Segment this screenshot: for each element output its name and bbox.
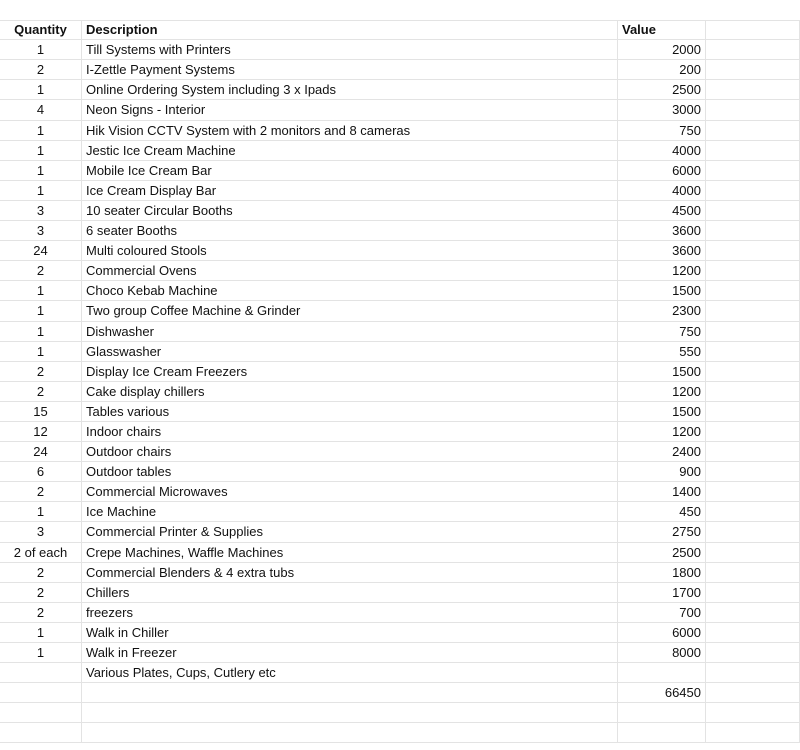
description-cell[interactable]: 10 seater Circular Booths xyxy=(82,201,618,221)
quantity-cell[interactable]: 1 xyxy=(0,301,82,321)
description-cell[interactable]: Ice Cream Display Bar xyxy=(82,181,618,201)
empty-row[interactable] xyxy=(0,0,800,21)
quantity-cell[interactable]: 2 xyxy=(0,563,82,583)
quantity-cell[interactable]: 2 xyxy=(0,482,82,502)
value-cell[interactable]: 2500 xyxy=(618,543,706,563)
empty-cell[interactable] xyxy=(706,502,800,522)
description-cell[interactable]: Tables various xyxy=(82,402,618,422)
quantity-cell[interactable]: 1 xyxy=(0,181,82,201)
total-value[interactable]: 66450 xyxy=(618,683,706,703)
description-cell[interactable]: Choco Kebab Machine xyxy=(82,281,618,301)
empty-cell[interactable] xyxy=(706,522,800,542)
empty-cell[interactable] xyxy=(706,583,800,603)
empty-cell[interactable] xyxy=(706,181,800,201)
empty-cell[interactable] xyxy=(706,703,800,723)
empty-cell[interactable] xyxy=(0,723,82,743)
value-cell[interactable]: 3600 xyxy=(618,241,706,261)
value-cell[interactable]: 450 xyxy=(618,502,706,522)
empty-cell[interactable] xyxy=(82,683,618,703)
description-cell[interactable]: Commercial Ovens xyxy=(82,261,618,281)
empty-cell[interactable] xyxy=(706,643,800,663)
description-cell[interactable]: Mobile Ice Cream Bar xyxy=(82,161,618,181)
value-cell[interactable]: 1800 xyxy=(618,563,706,583)
value-cell[interactable] xyxy=(618,663,706,683)
description-cell[interactable]: Commercial Blenders & 4 extra tubs xyxy=(82,563,618,583)
empty-cell[interactable] xyxy=(706,382,800,402)
value-cell[interactable]: 3000 xyxy=(618,100,706,120)
empty-cell[interactable] xyxy=(706,301,800,321)
description-cell[interactable]: Commercial Microwaves xyxy=(82,482,618,502)
value-cell[interactable]: 1500 xyxy=(618,281,706,301)
description-cell[interactable]: Walk in Chiller xyxy=(82,623,618,643)
empty-cell[interactable] xyxy=(706,402,800,422)
description-cell[interactable]: Walk in Freezer xyxy=(82,643,618,663)
empty-cell[interactable] xyxy=(706,663,800,683)
empty-cell[interactable] xyxy=(706,80,800,100)
empty-cell[interactable] xyxy=(706,603,800,623)
quantity-cell[interactable]: 2 xyxy=(0,603,82,623)
empty-cell[interactable] xyxy=(706,482,800,502)
quantity-cell[interactable]: 1 xyxy=(0,161,82,181)
description-cell[interactable]: Commercial Printer & Supplies xyxy=(82,522,618,542)
value-cell[interactable]: 4000 xyxy=(618,141,706,161)
empty-cell[interactable] xyxy=(706,40,800,60)
empty-cell[interactable] xyxy=(706,100,800,120)
description-cell[interactable]: Multi coloured Stools xyxy=(82,241,618,261)
empty-cell[interactable] xyxy=(706,121,800,141)
value-cell[interactable]: 1500 xyxy=(618,362,706,382)
quantity-cell[interactable] xyxy=(0,663,82,683)
value-cell[interactable]: 1400 xyxy=(618,482,706,502)
empty-cell[interactable] xyxy=(706,322,800,342)
header-value[interactable]: Value xyxy=(618,20,706,40)
empty-cell[interactable] xyxy=(706,683,800,703)
empty-cell[interactable] xyxy=(706,422,800,442)
value-cell[interactable]: 550 xyxy=(618,342,706,362)
quantity-cell[interactable]: 15 xyxy=(0,402,82,422)
empty-cell[interactable] xyxy=(706,20,800,40)
description-cell[interactable]: freezers xyxy=(82,603,618,623)
value-cell[interactable]: 3600 xyxy=(618,221,706,241)
quantity-cell[interactable]: 2 xyxy=(0,382,82,402)
quantity-cell[interactable]: 1 xyxy=(0,502,82,522)
value-cell[interactable]: 4500 xyxy=(618,201,706,221)
quantity-cell[interactable]: 1 xyxy=(0,643,82,663)
quantity-cell[interactable]: 1 xyxy=(0,623,82,643)
empty-cell[interactable] xyxy=(706,723,800,743)
empty-cell[interactable] xyxy=(706,342,800,362)
header-description[interactable]: Description xyxy=(82,20,618,40)
value-cell[interactable]: 750 xyxy=(618,322,706,342)
description-cell[interactable]: Indoor chairs xyxy=(82,422,618,442)
quantity-cell[interactable]: 4 xyxy=(0,100,82,120)
empty-cell[interactable] xyxy=(82,703,618,723)
empty-cell[interactable] xyxy=(706,442,800,462)
description-cell[interactable]: Chillers xyxy=(82,583,618,603)
value-cell[interactable]: 1700 xyxy=(618,583,706,603)
description-cell[interactable]: Hik Vision CCTV System with 2 monitors and 8 cameras xyxy=(82,121,618,141)
value-cell[interactable]: 1200 xyxy=(618,382,706,402)
description-cell[interactable]: Online Ordering System including 3 x Ipads xyxy=(82,80,618,100)
value-cell[interactable]: 6000 xyxy=(618,161,706,181)
value-cell[interactable]: 2500 xyxy=(618,80,706,100)
description-cell[interactable]: Various Plates, Cups, Cutlery etc xyxy=(82,663,618,683)
empty-cell[interactable] xyxy=(706,281,800,301)
quantity-cell[interactable]: 1 xyxy=(0,281,82,301)
empty-cell[interactable] xyxy=(706,563,800,583)
empty-cell[interactable] xyxy=(706,221,800,241)
description-cell[interactable]: Outdoor tables xyxy=(82,462,618,482)
value-cell[interactable]: 1200 xyxy=(618,261,706,281)
empty-cell[interactable] xyxy=(706,362,800,382)
empty-cell[interactable] xyxy=(706,462,800,482)
value-cell[interactable]: 700 xyxy=(618,603,706,623)
quantity-cell[interactable]: 24 xyxy=(0,241,82,261)
quantity-cell[interactable]: 2 xyxy=(0,583,82,603)
empty-cell[interactable] xyxy=(618,703,706,723)
empty-cell[interactable] xyxy=(618,723,706,743)
value-cell[interactable]: 2400 xyxy=(618,442,706,462)
description-cell[interactable]: 6 seater Booths xyxy=(82,221,618,241)
empty-cell[interactable] xyxy=(706,141,800,161)
value-cell[interactable]: 2750 xyxy=(618,522,706,542)
value-cell[interactable]: 1200 xyxy=(618,422,706,442)
empty-cell[interactable] xyxy=(706,60,800,80)
value-cell[interactable]: 900 xyxy=(618,462,706,482)
empty-cell[interactable] xyxy=(706,201,800,221)
quantity-cell[interactable]: 2 xyxy=(0,60,82,80)
quantity-cell[interactable]: 1 xyxy=(0,40,82,60)
description-cell[interactable]: Two group Coffee Machine & Grinder xyxy=(82,301,618,321)
value-cell[interactable]: 750 xyxy=(618,121,706,141)
description-cell[interactable]: Dishwasher xyxy=(82,322,618,342)
value-cell[interactable]: 8000 xyxy=(618,643,706,663)
empty-cell[interactable] xyxy=(706,241,800,261)
empty-cell[interactable] xyxy=(0,703,82,723)
description-cell[interactable]: Till Systems with Printers xyxy=(82,40,618,60)
value-cell[interactable]: 2000 xyxy=(618,40,706,60)
description-cell[interactable]: Glasswasher xyxy=(82,342,618,362)
quantity-cell[interactable]: 6 xyxy=(0,462,82,482)
quantity-cell[interactable]: 1 xyxy=(0,322,82,342)
quantity-cell[interactable]: 1 xyxy=(0,342,82,362)
empty-cell[interactable] xyxy=(706,161,800,181)
value-cell[interactable]: 200 xyxy=(618,60,706,80)
quantity-cell[interactable]: 24 xyxy=(0,442,82,462)
description-cell[interactable]: Cake display chillers xyxy=(82,382,618,402)
description-cell[interactable]: Jestic Ice Cream Machine xyxy=(82,141,618,161)
quantity-cell[interactable]: 3 xyxy=(0,522,82,542)
empty-cell[interactable] xyxy=(706,261,800,281)
value-cell[interactable]: 6000 xyxy=(618,623,706,643)
quantity-cell[interactable]: 2 of each xyxy=(0,543,82,563)
empty-cell[interactable] xyxy=(0,683,82,703)
description-cell[interactable]: Neon Signs - Interior xyxy=(82,100,618,120)
description-cell[interactable]: Crepe Machines, Waffle Machines xyxy=(82,543,618,563)
quantity-cell[interactable]: 2 xyxy=(0,261,82,281)
empty-cell[interactable] xyxy=(706,543,800,563)
description-cell[interactable]: Display Ice Cream Freezers xyxy=(82,362,618,382)
empty-cell[interactable] xyxy=(82,723,618,743)
quantity-cell[interactable]: 1 xyxy=(0,141,82,161)
quantity-cell[interactable]: 3 xyxy=(0,201,82,221)
value-cell[interactable]: 2300 xyxy=(618,301,706,321)
quantity-cell[interactable]: 3 xyxy=(0,221,82,241)
quantity-cell[interactable]: 1 xyxy=(0,121,82,141)
description-cell[interactable]: Outdoor chairs xyxy=(82,442,618,462)
value-cell[interactable]: 4000 xyxy=(618,181,706,201)
quantity-cell[interactable]: 1 xyxy=(0,80,82,100)
value-cell[interactable]: 1500 xyxy=(618,402,706,422)
description-cell[interactable]: Ice Machine xyxy=(82,502,618,522)
empty-cell[interactable] xyxy=(706,623,800,643)
description-cell[interactable]: I-Zettle Payment Systems xyxy=(82,60,618,80)
quantity-cell[interactable]: 2 xyxy=(0,362,82,382)
quantity-cell[interactable]: 12 xyxy=(0,422,82,442)
header-quantity[interactable]: Quantity xyxy=(0,20,82,40)
